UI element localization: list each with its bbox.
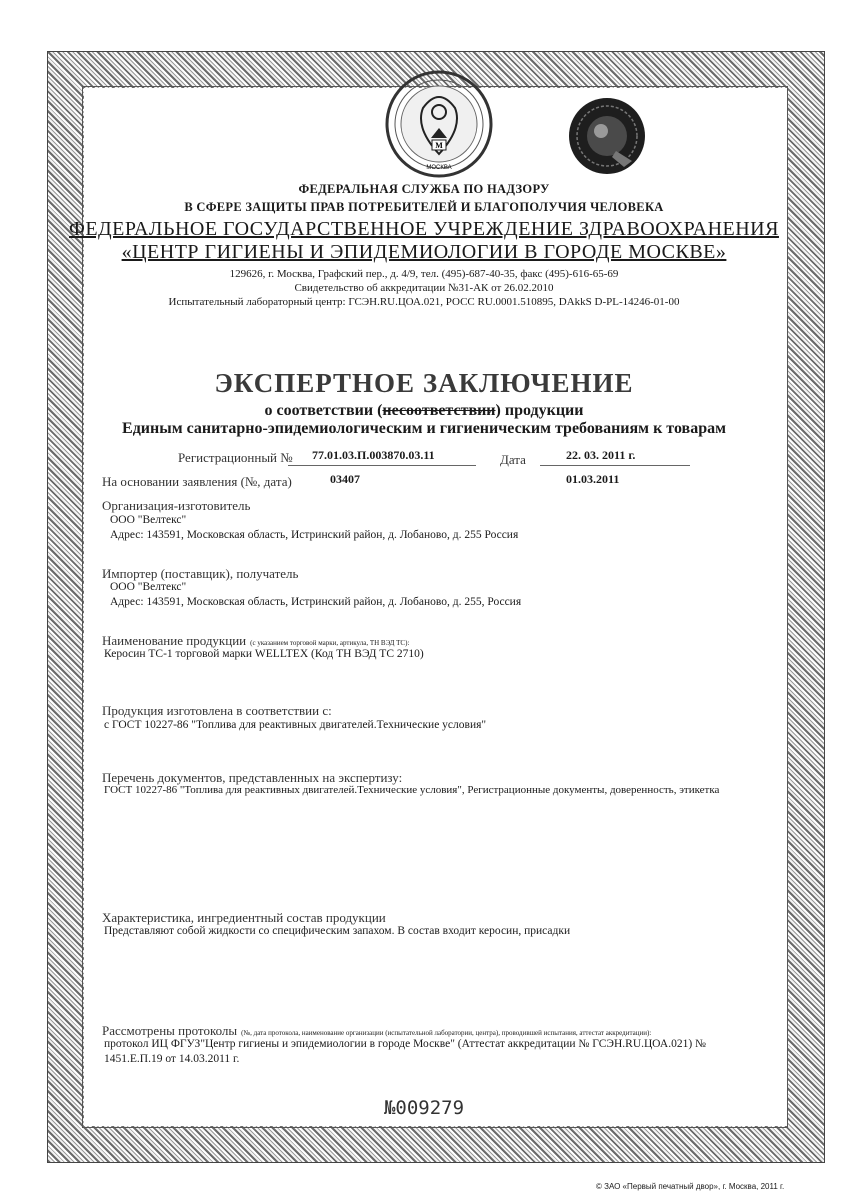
standard-value: с ГОСТ 10227-86 "Топлива для реактивных двигателей.Технические условия" [104, 719, 487, 731]
reg-number: 77.01.03.П.003870.03.11 [312, 448, 435, 462]
org-line-2: «ЦЕНТР ГИГИЕНЫ И ЭПИДЕМИОЛОГИИ В ГОРОДЕ МОСКВЕ» [121, 241, 727, 263]
manufacturer-label: Организация-изготовитель [102, 498, 251, 513]
basis-date: 01.03.2011 [566, 472, 620, 486]
svg-text:M: M [435, 141, 443, 150]
accreditation-line: Свидетельство об аккредитации №31-АК от 26.02.2010 [294, 282, 554, 294]
lab-center-line: Испытательный лабораторный центр: ГСЭН.RU.ЦОА.021, РОСС RU.0001.510895, DAkkS D-PL-14246-01-00 [168, 296, 680, 308]
subtitle-prefix: о соответствии ( [264, 402, 383, 419]
document-subtitle-1 [0, 402, 848, 420]
reg-label: Регистрационный № [178, 450, 293, 465]
svg-text:МОСКВА: МОСКВА [426, 165, 452, 171]
printer-footer: © ЗАО «Первый печатный двор», г. Москва, 2011 г. [596, 1182, 785, 1191]
importer-label: Импортер (поставщик), получатель [102, 566, 299, 581]
composition-label: Характеристика, ингредиентный состав продукции [102, 910, 386, 925]
serial-number: №009279 [383, 1097, 465, 1119]
subtitle-suffix: ) продукции [495, 402, 584, 419]
importer-address: Адрес: 143591, Московская область, Истринский район, д. Лобаново, д. 255, Россия [110, 596, 522, 608]
product-value: Керосин ТС-1 торговой марки WELLTEX (Код ТН ВЭД ТС 2710) [104, 648, 424, 660]
manufacturer-address: Адрес: 143591, Московская область, Истринский район, д. Лобаново, д. 255 Россия [110, 529, 519, 541]
basis-number: 03407 [330, 472, 360, 486]
importer-name: ООО "Велтекс" [110, 581, 187, 593]
basis-label: На основании заявления (№, дата) [102, 474, 292, 489]
subtitle-struck: несоответствии [382, 402, 496, 419]
protocols-label: Рассмотрены протоколы [102, 1023, 238, 1038]
product-hint: (с указанием торговой марки, артикула, ТН ВЭД ТС): [250, 639, 410, 647]
document-subtitle-2: Единым санитарно-эпидемиологическим и гигиеническим требованиям к товарам [122, 420, 726, 437]
date-label: Дата [500, 452, 526, 467]
protocols-value-line-1: протокол ИЦ ФГУЗ"Центр гигиены и эпидемиологии в городе Москве" (Аттестат аккредитации № ГСЭН.RU.ЦОА.021) № [104, 1038, 707, 1050]
product-label: Наименование продукции [102, 633, 247, 648]
service-line-1: ФЕДЕРАЛЬНАЯ СЛУЖБА ПО НАДЗОРУ [298, 182, 550, 196]
document-title: ЭКСПЕРТНОЕ ЗАКЛЮЧЕНИЕ [214, 368, 634, 398]
protocols-hint: (№, дата протокола, наименование организации (испытательной лаборатории, центра), проводившей испытания, аттестат аккредитации): [241, 1029, 652, 1037]
org-line-1: ФЕДЕРАЛЬНОЕ ГОСУДАРСТВЕННОЕ УЧРЕЖДЕНИЕ ЗДРАВООХРАНЕНИЯ [69, 218, 779, 240]
date-value: 22. 03. 2011 г. [566, 448, 636, 462]
protocols-value-line-2: 1451.Е.П.19 от 14.03.2011 г. [104, 1053, 240, 1065]
manufacturer-name: ООО "Велтекс" [110, 514, 187, 526]
documents-value: ГОСТ 10227-86 "Топлива для реактивных двигателей.Технические условия", Регистрационные документы, доверенность, этикетка [104, 784, 720, 796]
service-line-2: В СФЕРЕ ЗАЩИТЫ ПРАВ ПОТРЕБИТЕЛЕЙ И БЛАГОПОЛУЧИЯ ЧЕЛОВЕКА [184, 200, 664, 214]
standard-label: Продукция изготовлена в соответствии с: [102, 703, 332, 718]
composition-value: Представляют собой жидкости со специфическим запахом. В состав входит керосин, присадки [104, 925, 571, 937]
documents-label: Перечень документов, представленных на экспертизу: [102, 770, 403, 785]
hologram-seal-icon [566, 95, 648, 177]
moscow-emblem-icon [383, 68, 495, 180]
date-underline [540, 465, 690, 466]
org-address: 129626, г. Москва, Графский пер., д. 4/9, тел. (495)-687-40-35, факс (495)-616-65-69 [229, 268, 619, 280]
reg-number-underline [288, 465, 476, 466]
